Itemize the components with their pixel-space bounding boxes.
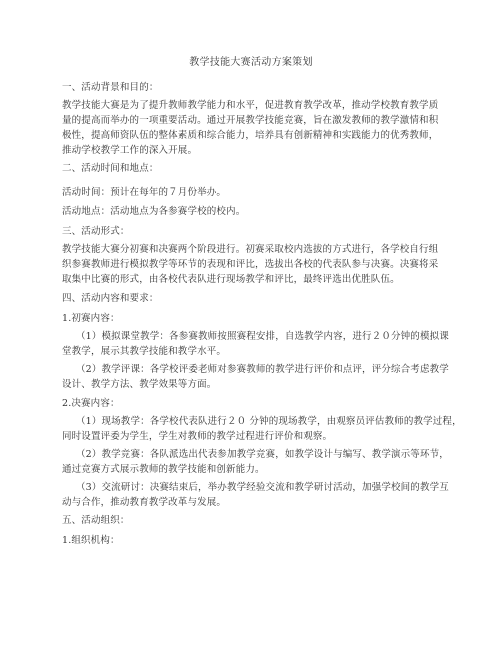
section-heading-organization: 五、活动组织：: [62, 515, 130, 526]
subheading-final: 2.决赛内容：: [62, 398, 120, 409]
paragraph-line: 织参赛教师进行模拟教学等环节的表现和评比，选拔出各校的代表队参与决赛。决赛将采: [62, 259, 439, 270]
paragraph-line: 活动时间：预计在每年的７月份举办。: [62, 187, 227, 198]
paragraph-line: 推动学校教学工作的深入开展。: [62, 145, 198, 156]
subheading-organizing-body: 1.组织机构：: [62, 535, 120, 546]
paragraph-line: 极性，提高师资队伍的整体素质和综合能力，培养具有创新精神和实践能力的优秀教师，: [62, 130, 439, 141]
paragraph-line: （3）交流研讨：决赛结束后，举办教学经验交流和教学研讨活动，加强学校间的教学互: [76, 482, 449, 493]
paragraph-line: （2）教学竞赛：各队派选出代表参加教学竞赛，如教学设计与编写、教学演示等环节，: [76, 449, 449, 460]
section-heading-content: 四、活动内容和要求：: [62, 293, 159, 304]
paragraph-line: 同时设置评委为学生，学生对教师的教学过程进行评价和观察。: [62, 431, 333, 442]
paragraph-line: 通过竞赛方式展示教师的教学技能和创新能力。: [62, 464, 265, 475]
paragraph-line: （1）模拟课堂教学：各参赛教师按照赛程安排，自选教学内容，进行２０分钟的模拟课: [76, 331, 449, 342]
paragraph-line: （1）现场教学：各学校代表队进行２０ 分钟的现场教学，由观察员评估教师的教学过程，: [76, 416, 462, 427]
paragraph-line: 量的提高而举办的一项重要活动。通过开展教学技能竞赛，旨在激发教师的教学激情和积: [62, 115, 439, 126]
paragraph-line: 取集中比赛的形式，由各校代表队进行现场教学和评比，最终评选出优胜队伍。: [62, 274, 400, 285]
paragraph-line: 教学技能大赛是为了提升教师教学能力和水平，促进教育教学改革，推动学校教育教学质: [62, 100, 439, 111]
paragraph-line: 堂教学，展示其教学技能和教学水平。: [62, 346, 227, 357]
paragraph-line: 教学技能大赛分初赛和决赛两个阶段进行。初赛采取校内选拔的方式进行，各学校自行组: [62, 244, 439, 255]
paragraph-line: 动与合作，推动教育教学改革与发展。: [62, 497, 227, 508]
subheading-preliminary: 1.初赛内容：: [62, 313, 120, 324]
section-heading-time-place: 二、活动时间和地点：: [62, 163, 159, 174]
paragraph-line: 设计、教学方法、教学效果等方面。: [62, 379, 217, 390]
document-title: 教学技能大赛活动方案策划: [189, 57, 313, 68]
section-heading-background: 一、活动背景和目的：: [62, 82, 159, 93]
paragraph-line: （2）教学评课：各学校评委老师对参赛教师的教学进行评价和点评，评分综合考虑教学: [76, 364, 449, 375]
section-heading-format: 三、活动形式：: [62, 226, 130, 237]
paragraph-line: 活动地点：活动地点为各参赛学校的校内。: [62, 206, 246, 217]
